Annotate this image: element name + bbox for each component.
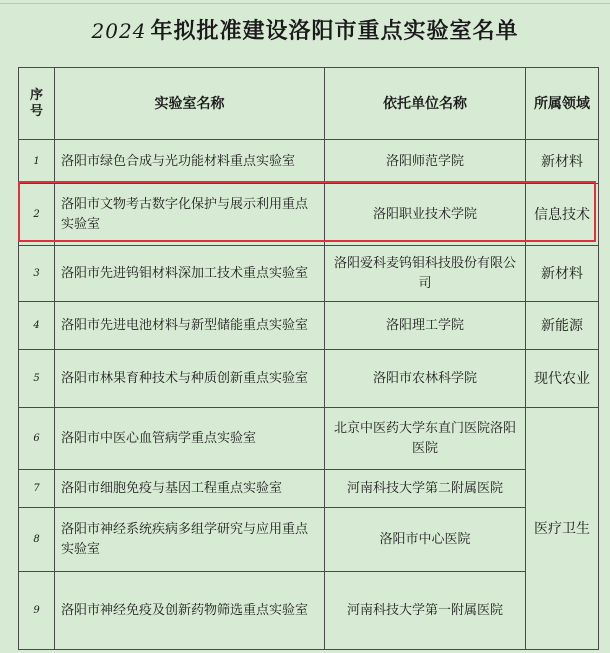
lab-list-table (18, 67, 599, 650)
row-index: 2 (19, 184, 55, 246)
row-field: 新材料 (526, 246, 599, 302)
row-lab-name: 洛阳市中医心血管病学重点实验室 (55, 408, 325, 470)
table-row (19, 184, 599, 246)
row-unit-name: 洛阳市农林科学院 (325, 350, 526, 408)
row-index: 9 (19, 572, 55, 650)
row-index: 1 (19, 140, 55, 184)
table-row (19, 408, 599, 470)
table-row (19, 508, 599, 572)
row-unit-name: 洛阳师范学院 (325, 140, 526, 184)
row-unit-name: 洛阳爱科麦钨钼科技股份有限公司 (325, 246, 526, 302)
row-field: 信息技术 (526, 184, 599, 246)
row-lab-name: 洛阳市先进电池材料与新型储能重点实验室 (55, 302, 325, 350)
row-field-merged: 医疗卫生 (526, 408, 599, 650)
table-row (19, 246, 599, 302)
title-year: 2024 (91, 19, 147, 43)
row-lab-name: 洛阳市细胞免疫与基因工程重点实验室 (55, 470, 325, 508)
table-row (19, 470, 599, 508)
table-row (19, 572, 599, 650)
row-unit-name: 河南科技大学第一附属医院 (325, 572, 526, 650)
row-index: 3 (19, 246, 55, 302)
top-border-line (0, 3, 610, 4)
row-index: 8 (19, 508, 55, 572)
row-field: 新材料 (526, 140, 599, 184)
table-row (19, 140, 599, 184)
row-unit-name: 洛阳职业技术学院 (325, 184, 526, 246)
row-lab-name: 洛阳市先进钨钼材料深加工技术重点实验室 (55, 246, 325, 302)
table-header-row (19, 68, 599, 140)
row-index: 6 (19, 408, 55, 470)
row-unit-name: 洛阳理工学院 (325, 302, 526, 350)
row-index: 7 (19, 470, 55, 508)
row-lab-name: 洛阳市神经系统疾病多组学研究与应用重点实验室 (55, 508, 325, 572)
page-title (0, 14, 610, 45)
header-field: 所属领域 (526, 68, 599, 140)
title-main: 年拟批准建设洛阳市重点实验室名单 (150, 18, 519, 44)
row-unit-name: 洛阳市中心医院 (325, 508, 526, 572)
header-lab-name: 实验室名称 (55, 68, 325, 140)
row-lab-name: 洛阳市林果育种技术与种质创新重点实验室 (55, 350, 325, 408)
row-unit-name: 河南科技大学第二附属医院 (325, 470, 526, 508)
row-index: 5 (19, 350, 55, 408)
table-row (19, 350, 599, 408)
row-lab-name: 洛阳市文物考古数字化保护与展示利用重点实验室 (55, 184, 325, 246)
row-index: 4 (19, 302, 55, 350)
row-field: 新能源 (526, 302, 599, 350)
row-lab-name: 洛阳市绿色合成与光功能材料重点实验室 (55, 140, 325, 184)
header-unit-name: 依托单位名称 (325, 68, 526, 140)
table-row (19, 302, 599, 350)
row-field: 现代农业 (526, 350, 599, 408)
row-unit-name: 北京中医药大学东直门医院洛阳医院 (325, 408, 526, 470)
row-lab-name: 洛阳市神经免疫及创新药物筛选重点实验室 (55, 572, 325, 650)
header-index: 序 号 (19, 68, 55, 140)
